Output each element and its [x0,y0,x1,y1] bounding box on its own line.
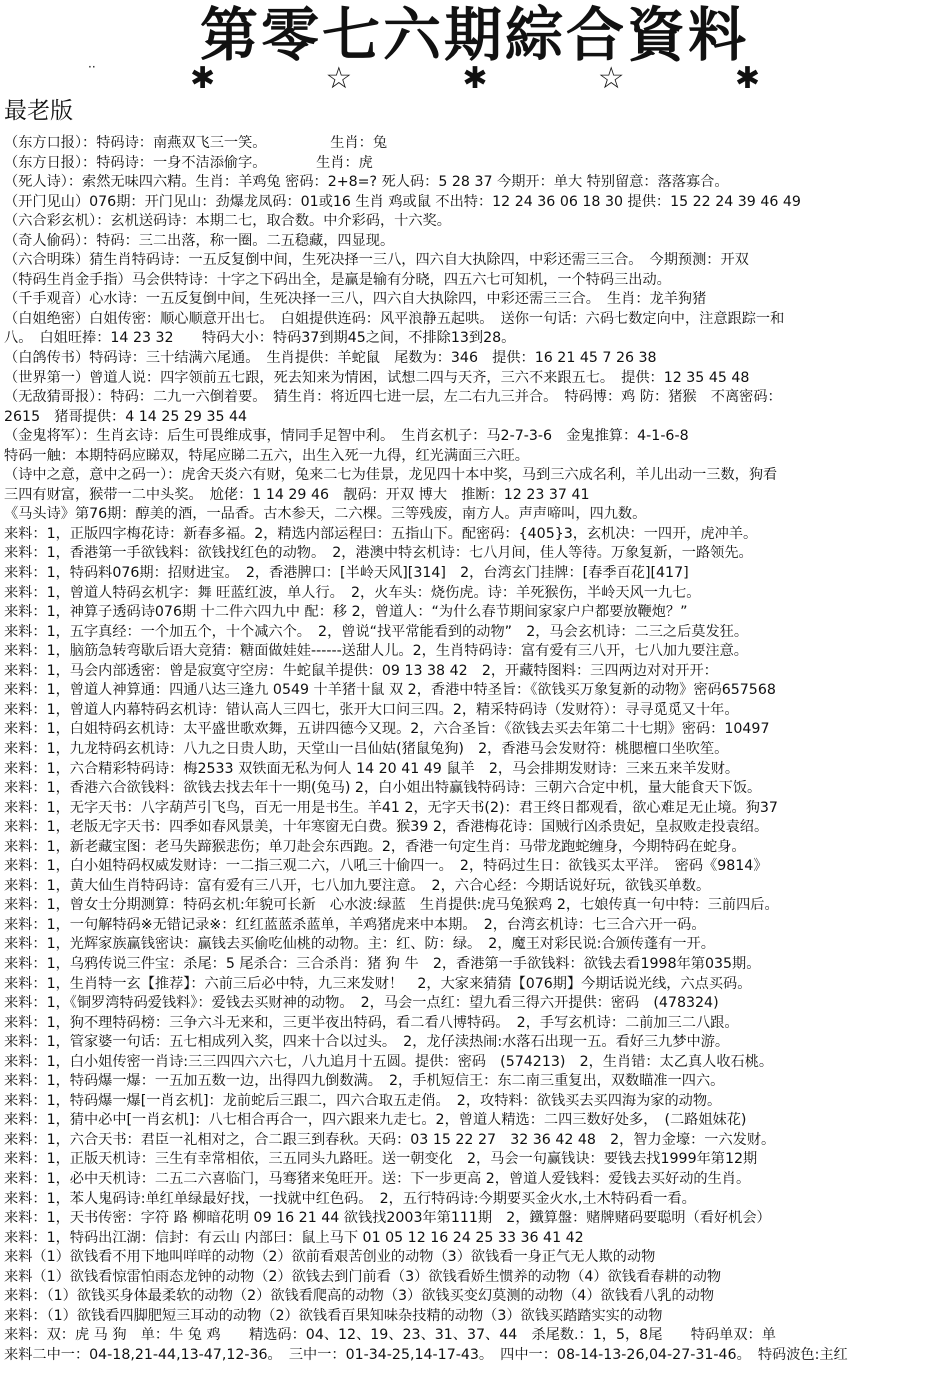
asterisk-icon: ✱ [190,61,216,96]
text-line: 来料：1，特码出江湖：信封：有云山 内部曰：鼠上马下 01 05 12 16 24 25 33 36 41 42 [4,1229,584,1246]
text-line: 来料：1，新老藏宝图：老马失蹄猴悲伤；单刀赴会东西跑。2，香港一句定生肖：马带龙跑蛇缠身，今期特码在蛇身。 [4,838,746,855]
text-line: （六合彩玄机）：玄机送码诗：本期二七，取合数。中介彩码，十六奖。 [4,213,451,230]
text-line: 来料：1，特码爆一爆[一肖玄机]：龙前蛇后三跟二，四六合取五走俏。 2，攻特料：欲钱买去买四海为家的动物。 [4,1092,722,1109]
text-line: 来料：1，猜中必中[一肖玄机]：八七相合再合一，四六跟来九走七。2，曾道人精选：二四三数好处多， (二路姐妹花) [4,1112,747,1129]
text-line: 来料：1，曾女士分期测算：特码玄机:年貌可长新 心水波:绿蓝 生肖提供:虎马兔猴鸡 2，七娘传真一句中特：三前四后。 [4,897,779,914]
text-line: 来料：（1）欲钱买身体最柔软的动物（2）欲钱看爬高的动物（3）欲钱买变幻莫测的动物（4）欲钱看八乳的动物 [4,1288,715,1305]
text-line: （东方口报）：特码诗：南燕双飞三一笑。 生肖：兔 [4,135,388,151]
text-line: 三四有财富，猴带一二中头奖。 尬佬：1 14 29 46 靓码：开双 博大 推断：12 23 37 41 [4,486,590,503]
text-line: 来料：1，香港六合欲钱料：欲钱去找去年十一期(兔马) 2，白小姐出特赢钱特码诗：三朝六合定中机，量大能食天下饭。 [4,780,762,797]
text-line: 来料（1）欲钱看惊雷怕雨态龙钟的动物（2）欲钱去到门前看（3）欲钱看娇生惯养的动物（4）欲钱看春耕的动物 [4,1268,722,1285]
text-line: 来料：1，特码爆一爆：一五加五数一边，出得四九倒数满。 2，手机短信王：东二南三重复出，双数瞄准一四六。 [4,1073,725,1090]
text-line: 来料：1，曾道人特码玄机字：舞 旺蓝红波，单人行。 2，火车头：烧伤虎。诗：羊死猴伤，半岭天风一九七。 [4,584,701,601]
text-line: （六合明珠）猜生肖特码诗：一五反复倒中间，生死决择一三八，四六自大执除四，中彩还需三三合。 今期预测：开双 [4,252,749,269]
text-line: 来料：1，正版天机诗：三生有幸常相依，三五同头九路旺。送一朝变化 2，马会一句赢钱诀：要钱去找1999年第12期 [4,1151,758,1168]
text-line: （东方日报）：特码诗：一身不洁添偷字。 生肖：虎 [4,154,373,171]
text-line: （诗中之意，意中之码一）：虎舍天炎六有财，兔来二七为佳景，龙见四十本中奖，马到三六成名利，羊儿出动一三数，狗看 [4,467,778,484]
text-line: 来料：1，曾道人内幕特码玄机诗：错认高人三四七，张开大口问三四。2，精采特码诗（发财符）：寻寻觅觅又十年。 [4,701,739,718]
text-line: 来料：1，曾道人神算通：四通八达三逢九 0549 十羊猪十鼠 双 2，香港中特圣旨：《欲钱买万象复新的动物》密码657568 [4,682,776,699]
text-line: 来料：1，香港第一手欲钱料：欲钱找红色的动物。 2，港澳中特玄机诗：七八月间，佳人等待。万象复新，一路领先。 [4,545,753,562]
text-line: （世界第一）曾道人说：四字领前五七跟，死去知来为情困，试想二四与天齐，三六不来跟五七。 提供：12 35 45 48 [4,369,750,386]
text-line: 来料：1，马会内部透密：曾是寂寞守空房：牛蛇鼠羊提供：09 13 38 42 2，开藏特图料：三四两边对对开开： [4,662,718,679]
text-line: 来料：1，白小姐传密一肖诗:三三四四六六七，八九追月十五圆。提供：密码 (574213) 2，生肖错：太乙真人收石桃。 [4,1053,774,1070]
text-line: 来料：1，神算子透码诗076期 十二件六四九中 配：移 2，曾道人：“为什么春节期间家家户户都要放鞭炮？” [4,604,688,621]
text-line: 来料：1，五字真经：一个加五个，十个减六个。 2，曾说“找平常能看到的动物” 2，马会玄机诗：二三之后莫发狂。 [4,623,749,640]
text-line: （无敌猜哥报）：特码：二九一六倒着要。 猜生肖：将近四七进一层，左二右九三并合。 特码博：鸡 防：猪猴 不离密码： [4,389,782,406]
text-line: （开门见山）076期：开门见山：劲爆龙凤码：01或16 生肖 鸡或鼠 不出特：12 24 36 06 18 30 提供：15 22 24 39 46 49 [4,193,801,210]
text-line: 来料：1，一句解特码※无错记录※：红红蓝蓝杀蓝单，羊鸡猪虎来中本期。 2，台湾玄机诗：七三合六开一码。 [4,916,706,933]
text-line: 来料：1，白姐特码玄机诗：太平盛世歌欢舞，五讲四德今又现。2，六合圣旨：《欲钱去买去年第二十七期》密码：10497 [4,721,770,738]
edition-label: 最老版 [4,98,73,124]
text-line: 来料：1，老版无字天书：四季如春风景美，十年寒窗无白费。猴39 2，香港梅花诗：国贼行凶杀贵妃，皇叔败走投袁绍。 [4,819,769,836]
text-line: （死人诗）：索然无味四六精。生肖：羊鸡兔 密码：2+8=? 死人码：5 28 37 今期开：单大 特别留意：落落寡合。 [4,174,729,191]
text-line: 来料：1，狗不理特码榜：三争六斗无来和，三更半夜出特码，看二看八博特码。 2，手写玄机诗：二前加三二八跟。 [4,1014,739,1031]
text-line: （金鬼将军）：生肖玄诗：后生可畏维成事，情同手足智中利。 生肖玄机子：马2-7-3-6 金鬼推算：4-1-6-8 [4,428,689,445]
text-line: 特码一触：本期特码应睇双，特尾应睇二五六，出生入死一九得，红光满面三六旺。 [4,447,529,464]
asterisk-icon: ✱ [734,61,760,96]
text-line: 来料：1，无字天书：八字葫芦引飞鸟，百无一用是书生。羊41 2，无字天书(2)：君王终日都观看，欲心难足无止境。狗37 [4,799,778,816]
text-line: 来料（1）欲钱看不用下地叫咩咩的动物（2）欲前看艰苦创业的动物（3）欲钱看一身正气无人欺的动物 [4,1249,656,1266]
asterisk-icon: ✱ [462,61,488,96]
text-line: （白鸽传书）特码诗：三十结满六尾通。 生肖提供：羊蛇鼠 尾数为：346 提供：16 21 45 7 26 38 [4,350,657,367]
text-line: 来料：1，白小姐特码权威发财诗：一二指三观二六，八吼三十偷四一。 2，特码过生日：欲钱买太平洋。 密码《9814》 [4,858,768,875]
text-line: 来料：1，必中天机诗：二五二六喜临门，马骞猪来兔旺开。送：下一步更高 2，曾道人爱钱料：爱钱去买好动的生肖。 [4,1170,751,1187]
content-list [4,134,946,1365]
text-line: （白姐绝密）白姐传密：顺心顺意开出七。 白姐提供连码：风平浪静五起哄。 送你一句话：六码七数定向中，注意跟踪一和 [4,310,785,327]
text-line: 来料：1，正版四字梅花诗：新春多福。2，精选内部运程曰：五指山下。配密码：{405}3，玄机决：一四开，虎冲羊。 [4,525,758,542]
ornament-row [190,61,760,96]
text-line: 来料：1，黄大仙生肖特码诗：富有爱有三八开，七八加九要注意。 2，六合心经：今期话说好玩，欲钱买单数。 [4,877,711,894]
text-line: 来料：1，特码料076期：招财进宝。 2，香港脾口：[半岭天风][314] 2，台湾玄门挂牌：[春季百花][417] [4,565,689,582]
text-line: 来料：1，光辉家族赢钱密诀：赢钱去买偷吃仙桃的动物。主：红、防：绿。 2，魔王对彩民说:合颁传蓬有一开。 [4,936,715,953]
text-line: （奇人偷码）：特码：三二出落，称一圈。二五稳藏，四显现。 [4,232,395,249]
text-line: （特码生肖金手指）马会供特诗：十字之下码出全，是赢是输有分晓，四五六七可知机，一个特码三出动。 [4,271,671,288]
text-line: 来料：1，脑筋急转弯歇后语大竞猜：糖面做娃娃------送甜人儿。2，生肖特码诗：富有爱有三八开，七八加九要注意。 [4,643,748,660]
text-line: 来料：1，管家婆一句话：五七相成列入奖，四来十合以过头。 2，龙仔渎热闹:水落石出现一五。看好三九梦中游。 [4,1034,730,1051]
text-line: 来料：1，《铜罗湾特码爱钱料》：爱钱去买财神的动物。 2，马会一点红：望九看三得六开提供：密码 (478324) [4,995,719,1012]
text-line: 来料二中一：04-18,21-44,13-47,12-36。 三中一：01-34-25,14-17-43。 四中一：08-14-13-26,04-27-31-46。 特码波色:主红 [4,1346,848,1363]
text-line: 来料：1，苯人鬼码诗:单红单绿最好找，一找就中红色码。 2，五行特码诗:今期要买金火水,土木特码看一看。 [4,1190,696,1207]
text-line: 来料：1，九龙特码玄机诗：八九之日贵人助，天堂山一吕仙姑(猪鼠兔狗) 2，香港马会发财符：桃腮檀口坐吹笙。 [4,740,729,757]
title-left-mark: ·· [88,60,96,74]
page-title: 第零七六期綜合資料 [199,1,749,69]
text-line: 来料：1，生肖特一玄【推荐】：六前三后必中特，九三来发财！ 2，大家来猜猜【076期】今期话说光线，六点买码。 [4,975,752,992]
text-line: 来料：1，乌鸦传说三件宝：杀尾：5 尾杀合：三合杀肖：猪 狗 牛 2，香港第一手欲钱料：欲钱去看1998年第035期。 [4,955,761,972]
text-line: 来料：1，天书传密：字符 路 柳暗花明 09 16 21 44 欲钱找2003年第111期 2，鐵算盤：赌牌赌码要聪明（看好机会） [4,1210,771,1227]
text-line: （千手观音）心水诗：一五反复倒中间，生死决择一三八，四六自大执除四，中彩还需三三合。 生肖：龙羊狗猪 [4,291,707,308]
text-line: 八。 白姐旺捧：14 23 32 特码大小：特码37到期45之间，不排除13到28。 [4,330,516,347]
star-icon: ☆ [597,61,625,96]
text-line: 来料：1，六合精彩特码诗：梅2533 双铁面无私为何人 14 20 41 49 鼠羊 2，马会排期发财诗：三来五来羊发财。 [4,760,740,777]
star-icon: ☆ [325,61,353,96]
text-line: 来料：（1）欲钱看四脚肥短三耳动的动物（2）欲钱看百果知味杂技精的动物（3）欲钱买踏踏实实的动物 [4,1307,663,1324]
text-line: 来料：双：虎 马 狗 单：牛 兔 鸡 精选码：04、12、19、23、31、37、44 杀尾数.：1，5，8尾 特码单双：单 [4,1327,776,1344]
text-line: 来料：1，六合天书：君臣一礼相对之，合二跟三到春秋。天码：03 15 22 27 32 36 42 48 2，智力金壕：一六发财。 [4,1131,776,1148]
text-line: 2615 猪哥提供：4 14 25 29 35 44 [4,408,248,425]
text-line: 《马头诗》第76期：醇美的酒，一品香。古木参天，二六棵。三等残废，南方人。声声啼叫，四九数。 [4,506,647,523]
